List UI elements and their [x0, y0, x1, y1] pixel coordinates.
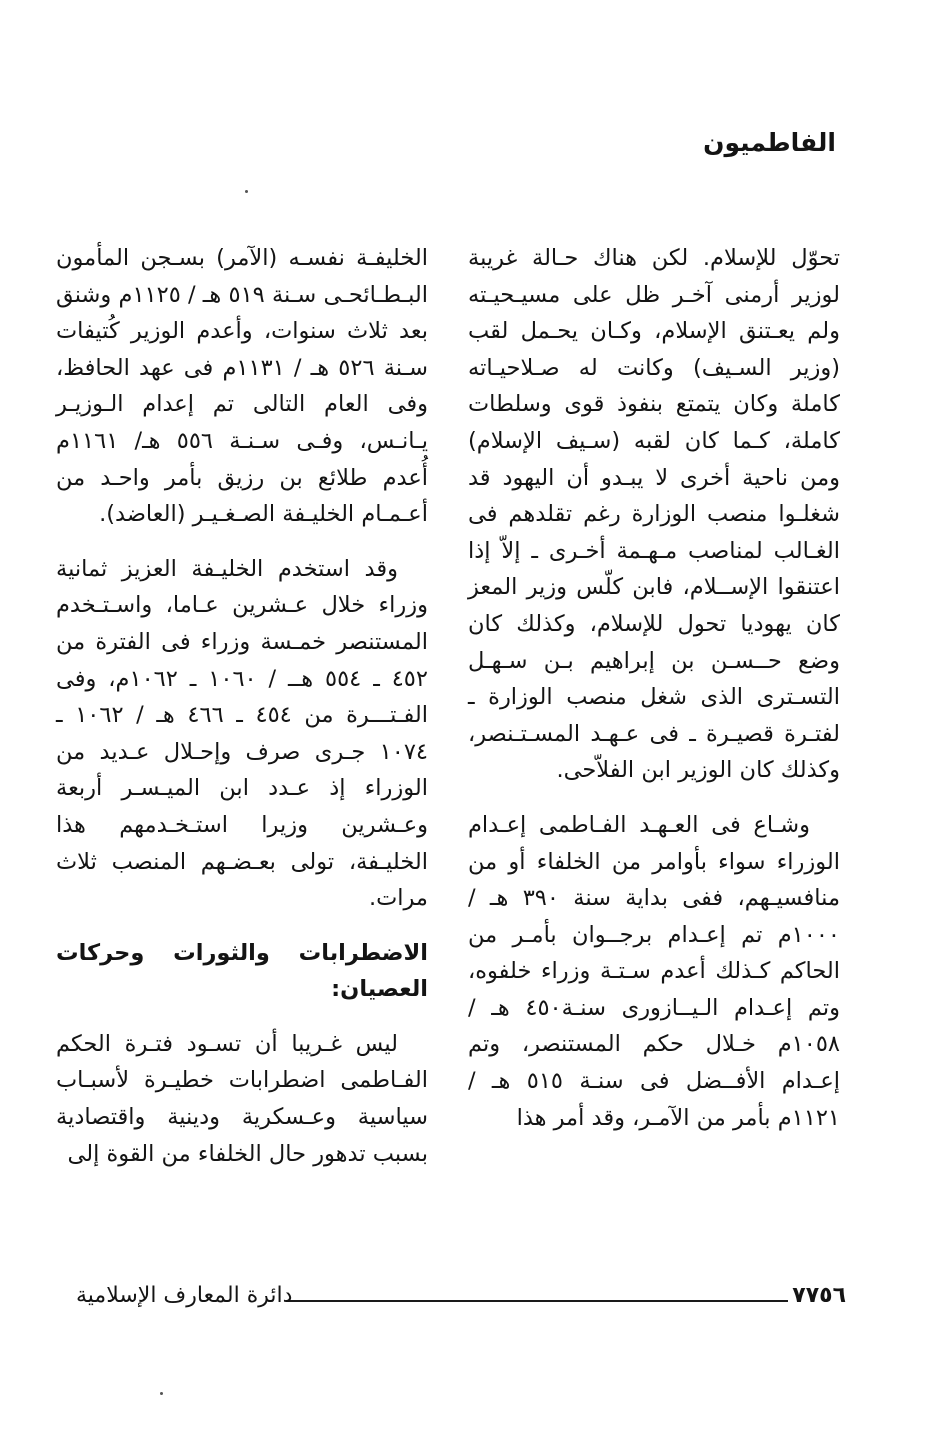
right-column: [468, 240, 840, 1154]
publication-title: دائرة المعارف الإسلامية: [76, 1283, 293, 1308]
left-paragraph-3: ليس غـريبا أن تسـود فتـرة الحكم الفـاطمى اضطرابات خطيـرة لأسبـاب سياسية وعـسكرية ودينية واقتصادية بسبب تدهور حال الخلفاء من القوة إلى: [56, 1030, 428, 1167]
left-paragraph-2: وقد استخدم الخليـفة العزيز ثمانية وزراء خلال عـشرين عـاما، واسـتـخدم المستنصر خمـسة وزراء فى الفترة من ٤٥٢ ـ ٥٥٤ هــ / ١٠٦٠ ـ ١٠٦٢م، وفى الفـتـــرة من ٤٥٤ ـ ٤٦٦ هـ / ١٠٦٢ ـ ١٠٧٤ جـرى صرف وإحـلال عـديد من الوزراء إذ عـدد ابن الميـسـر أربعة وعـشرين وزيرا استـخـدمهم هذا الخليـفة، تولى بعـضـهم المنصب ثلاث مرات.: [56, 555, 428, 912]
right-paragraph-1: تحوّل للإسلام. لكن هناك حـالة غريبة لوزير أرمنى آخـر ظل على مسيـحيـته ولم يعـتنق الإسلام، وكـان يحـمل لقب (وزير السـيف) وكانت له صـلاحيـاته كاملة وكان يتمتع بنفوذ قوى وسلطات كاملة، كـما كان لقبه (سـيف الإسلام) ومن ناحية أخرى لا يبـدو أن اليهود قد شغلـوا منصب الوزارة رغم تقلدهم فى الغـالب لمناصب مـهـمة أخـرى ـ إلاّ إذا اعتنقوا الإســلام، فابن كلّس وزير المعز كان يهوديا تحول للإسلام، وكذلك كان وضع حــسـن بن إبراهيم بـن سـهـل التسـترى الذى شغل منصب الوزارة ـ لفتـرة قصيـرة ـ فى عـهـد المسـتـنصر، وكذلك كان الوزير ابن الفلاّحى.: [468, 245, 840, 784]
page-number: ٧٧٥٦: [792, 1283, 846, 1308]
footer-rule: [286, 1300, 788, 1302]
left-column: [56, 240, 428, 1190]
scan-speck: [160, 1392, 163, 1395]
running-title: الفاطميون: [703, 128, 836, 157]
section-heading: الاضطرابات والثورات وحركات العصيان:: [56, 939, 428, 1003]
scan-speck: [245, 190, 248, 193]
right-paragraph-2: وشـاع فى العـهـد الفـاطمى إعـدام الوزراء سواء بأوامر من الخلفاء أو من منافسيـهم، ففى بداية سنة ٣٩٠ هـ / ١٠٠٠م تم إعـدام برجــوان بأمـر من الحاكم كـذلك أعدم سـتـة وزراء خلفوه، وتم إعـدام الـيــازورى سنـة٤٥٠ هـ /١٠٥٨م خـلال حكم المستنصر، وتم إعـدام الأفــضل فى سنـة ٥١٥ هـ / ١١٢١م بأمر من الآمـر، وقد أمر هذا: [468, 811, 841, 1131]
left-paragraph-1: الخليفـة نفسـه (الآمر) بسـجن المأمون البـطـائحـى سـنة ٥١٩ هـ / ١١٢٥م وشنق بعد ثلاث سنوات، وأعدم الوزير كُتيفات سـنة ٥٢٦ هـ / ١١٣١م فى عهد الحافظ، وفى العام التالى تم إعدام الـوزيـر يـانـس، وفـى سـنـة ٥٥٦ هـ/ ١١٦١م أُعدم طلائع بن رزيق بأمر واحـد من أعـمـام الخليـفة الصـغـيـر (العاضد).: [56, 245, 429, 528]
